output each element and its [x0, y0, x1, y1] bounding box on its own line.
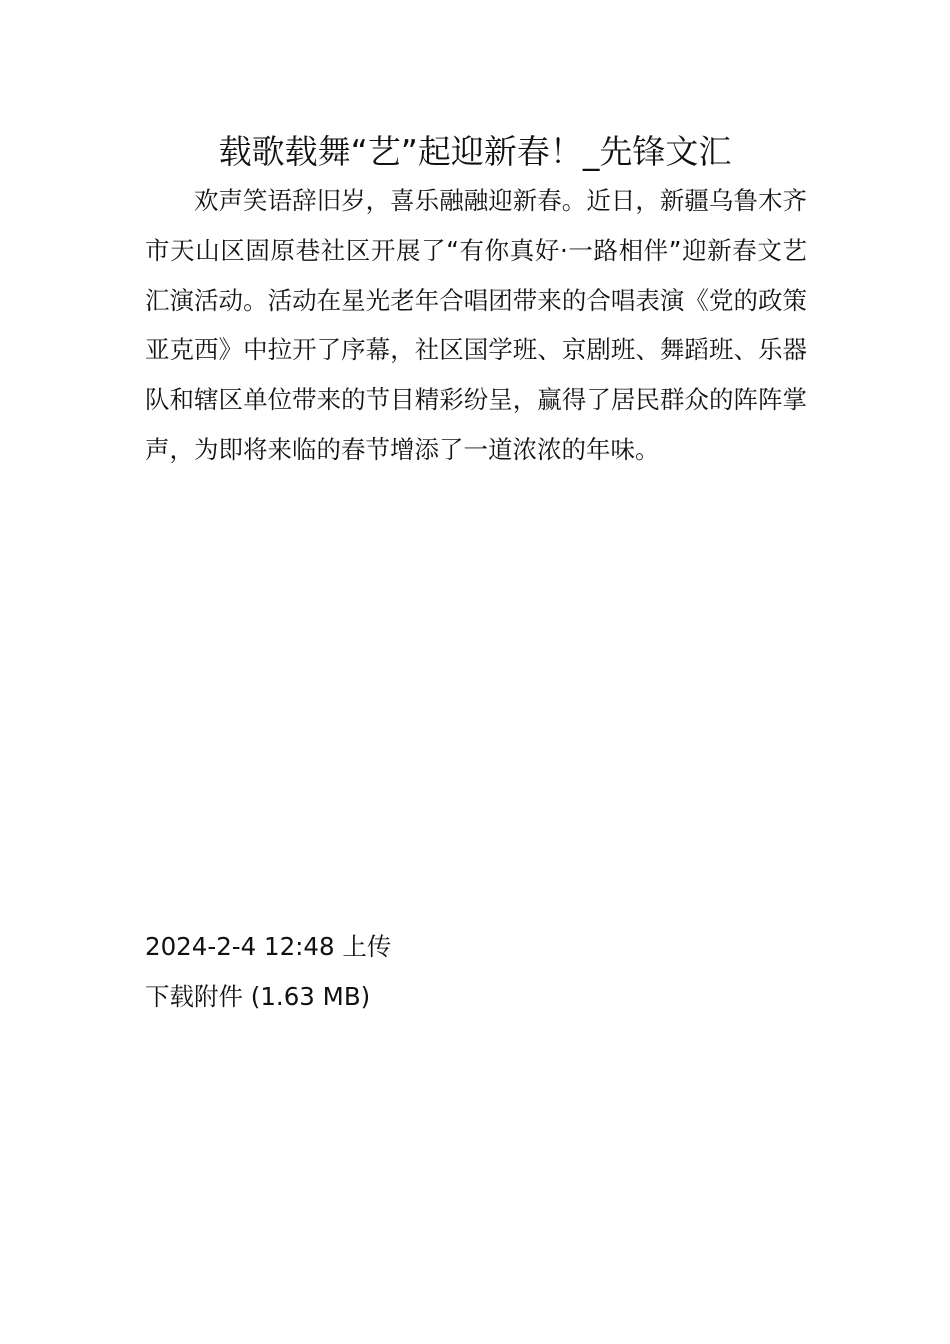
download-attachment-link[interactable]: 下载附件 (1.63 MB) — [145, 982, 371, 1011]
article-title: 载歌载舞“艺”起迎新春！_先锋文汇 — [218, 132, 732, 171]
upload-timestamp: 2024-2-4 12:48 上传 — [145, 932, 392, 961]
attachment-row — [145, 977, 370, 1017]
article-body: 欢声笑语辞旧岁，喜乐融融迎新春。近日，新疆乌鲁木齐市天山区固原巷社区开展了“有你真好·一路相伴”迎新春文艺汇演活动。活动在星光老年合唱团带来的合唱表演《党的政策亚克西》中拉开了序幕，社区国学班、京剧班、舞蹈班、乐器队和辖区单位带来的节目精彩纷呈，赢得了居民群众的阵阵掌声，为即将来临的春节增添了一道浓浓的年味。 — [145, 186, 807, 464]
